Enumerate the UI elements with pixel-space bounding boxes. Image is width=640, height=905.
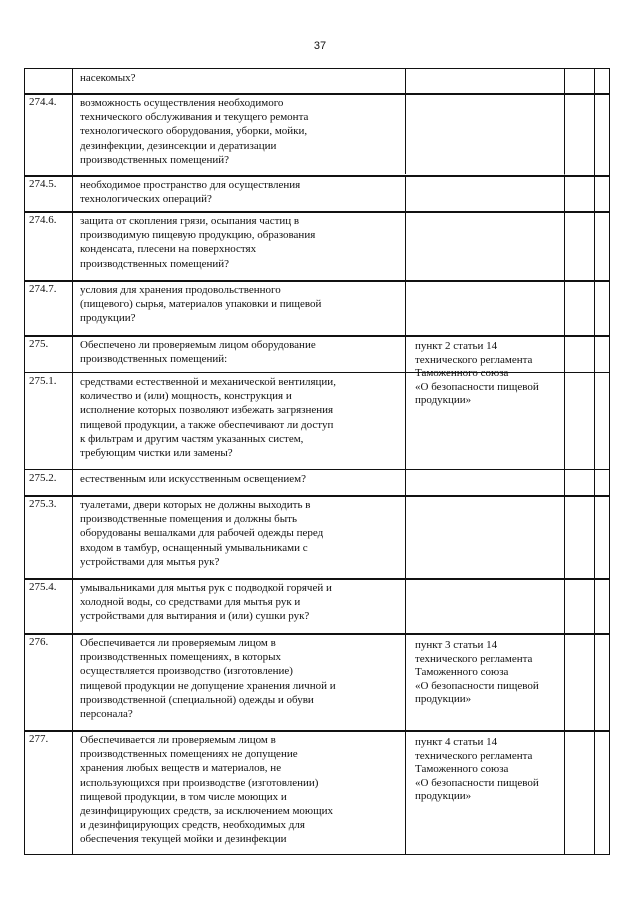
reference-text: пункт 4 статьи 14 технического регламента Таможенного союза «О безопасности пищевой продукции» xyxy=(415,736,539,803)
question-text: условия для хранения продовольственного (пищевого) сырья, материалов упаковки и пищевой продукции? xyxy=(80,284,322,325)
question-cell xyxy=(72,69,406,93)
item-number: 275.1. xyxy=(29,375,57,387)
item-number-cell xyxy=(24,579,73,633)
item-number: 277. xyxy=(29,733,49,745)
note-cell[interactable] xyxy=(594,212,610,280)
item-number: 275.3. xyxy=(29,498,57,510)
note-cell[interactable] xyxy=(594,579,610,633)
reference-cell xyxy=(405,176,565,211)
reference-cell xyxy=(405,731,565,854)
table-row xyxy=(24,69,610,95)
question-text: естественным или искусственным освещением? xyxy=(80,473,307,485)
item-number-cell xyxy=(24,373,73,469)
table-row xyxy=(24,281,610,337)
answer-cell[interactable] xyxy=(564,281,595,335)
page-number: 37 xyxy=(313,40,327,52)
question-text: Обеспечивается ли проверяемым лицом в производственных помещениях, в которых осуществляется производство (изготовление) пищевой продукции не допущение хранения личной и производственной (специальной) одежды и обуви персонала? xyxy=(80,637,336,721)
answer-cell[interactable] xyxy=(564,470,595,495)
note-cell[interactable] xyxy=(594,373,610,469)
note-cell[interactable] xyxy=(594,634,610,730)
table-row xyxy=(24,579,610,635)
question-cell xyxy=(72,470,406,495)
question-cell xyxy=(72,94,406,175)
answer-cell[interactable] xyxy=(564,69,595,93)
answer-cell[interactable] xyxy=(564,176,595,211)
question-text: Обеспечено ли проверяемым лицом оборудование производственных помещений: xyxy=(80,339,316,366)
question-cell xyxy=(72,176,406,211)
note-cell[interactable] xyxy=(594,731,610,854)
table-row xyxy=(24,212,610,282)
question-cell xyxy=(72,731,406,854)
table-row xyxy=(24,731,610,855)
answer-cell[interactable] xyxy=(564,373,595,469)
reference-cell xyxy=(405,634,565,730)
question-cell xyxy=(72,281,406,335)
answer-cell[interactable] xyxy=(564,731,595,854)
table-row xyxy=(24,634,610,732)
question-cell xyxy=(72,336,406,372)
question-cell xyxy=(72,496,406,578)
answer-cell[interactable] xyxy=(564,634,595,730)
item-number: 275. xyxy=(29,338,49,350)
question-text: туалетами, двери которых не должны выходить в производственные помещения и должны быть оборудованы вешалками для рабочей одежды перед входом в тамбур, оснащенный умывальниками с устройствами для мытья рук? xyxy=(80,499,324,568)
reference-cell xyxy=(405,281,565,335)
reference-text: пункт 3 статьи 14 технического регламента Таможенного союза «О безопасности пищевой продукции» xyxy=(415,639,539,706)
reference-cell xyxy=(405,336,565,456)
item-number-cell xyxy=(24,634,73,730)
question-text: умывальниками для мытья рук с подводкой горячей и холодной воды, со средствами для мытья рук и устройствами для вытирания и (или) сушки рук? xyxy=(80,582,332,623)
item-number: 275.4. xyxy=(29,581,57,593)
item-number: 274.5. xyxy=(29,178,57,190)
note-cell[interactable] xyxy=(594,470,610,495)
question-text: возможность осуществления необходимого технического обслуживания и текущего ремонта технологического оборудования, уборки, мойки, дезинфекции, дезинсекции и дератизации производственных помещений? xyxy=(80,97,309,166)
table-row xyxy=(24,496,610,580)
item-number-cell xyxy=(24,176,73,211)
question-text: необходимое пространство для осуществления технологических операций? xyxy=(80,179,301,206)
note-cell[interactable] xyxy=(594,69,610,93)
item-number-cell xyxy=(24,336,73,372)
note-cell[interactable] xyxy=(594,336,610,372)
question-cell xyxy=(72,212,406,280)
question-text: средствами естественной и механической вентиляции, количество и (или) мощность, конструкция и исполнение которых позволяют избежать загрязнения пищевой продукции, а также обеспечивают ли доступ к фильтрам и другим частям указанных систем, требующим чистки или замены? xyxy=(80,376,336,460)
item-number-cell xyxy=(24,470,73,495)
table-row xyxy=(24,470,610,497)
question-text: защита от скопления грязи, осыпания частиц в производимую пищевую продукцию, образования конденсата, плесени на поверхностях производственных помещений? xyxy=(80,215,316,270)
item-number: 276. xyxy=(29,636,49,648)
question-text: насекомых? xyxy=(80,72,136,84)
answer-cell[interactable] xyxy=(564,579,595,633)
reference-text: пункт 2 статьи 14 технического регламента Таможенного союза «О безопасности пищевой продукции» xyxy=(415,340,539,407)
reference-cell xyxy=(405,94,565,175)
table-row xyxy=(24,94,610,177)
reference-cell xyxy=(405,69,565,93)
item-number-cell xyxy=(24,94,73,175)
reference-cell xyxy=(405,470,565,495)
reference-cell xyxy=(405,212,565,280)
answer-cell[interactable] xyxy=(564,94,595,175)
item-number: 275.2. xyxy=(29,472,57,484)
item-number-cell xyxy=(24,281,73,335)
item-number-cell xyxy=(24,212,73,280)
answer-cell[interactable] xyxy=(564,336,595,372)
item-number: 274.4. xyxy=(29,96,57,108)
note-cell[interactable] xyxy=(594,281,610,335)
question-cell xyxy=(72,634,406,730)
question-cell xyxy=(72,373,406,469)
item-number-cell xyxy=(24,731,73,854)
note-cell[interactable] xyxy=(594,176,610,211)
item-number-cell xyxy=(24,496,73,578)
answer-cell[interactable] xyxy=(564,212,595,280)
question-cell xyxy=(72,579,406,633)
reference-cell xyxy=(405,496,565,578)
note-cell[interactable] xyxy=(594,94,610,175)
table-row xyxy=(24,176,610,213)
item-number: 274.7. xyxy=(29,283,57,295)
item-number: 274.6. xyxy=(29,214,57,226)
reference-cell xyxy=(405,579,565,633)
question-text: Обеспечивается ли проверяемым лицом в производственных помещениях не допущение хранения любых веществ и материалов, не использующихся при производстве (изготовлении) пищевой продукции, в том числе моющих и дезинфицирующих средств, за исключением моющих и дезинфицирующих средств, необходимых для обеспечения текущей мойки и дезинфекции xyxy=(80,734,333,846)
note-cell[interactable] xyxy=(594,496,610,578)
item-number-cell xyxy=(24,69,73,93)
answer-cell[interactable] xyxy=(564,496,595,578)
